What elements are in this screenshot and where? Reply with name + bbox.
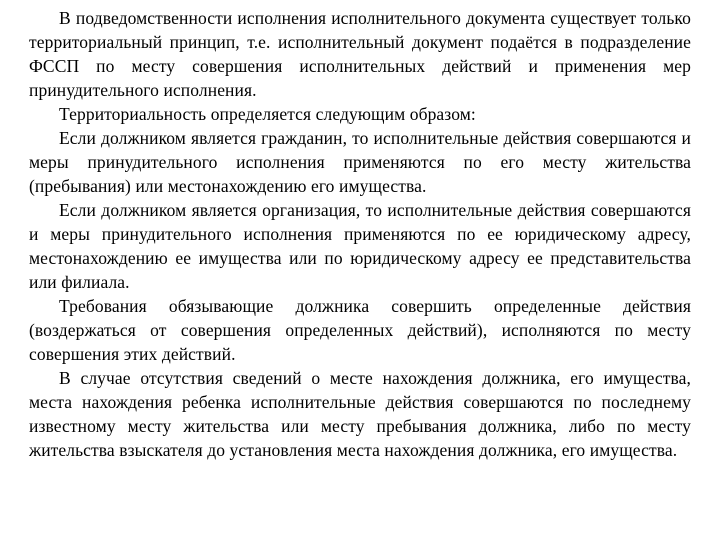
paragraph-debtor-organization: Если должником является организация, то исполнительные действия совершаются и меры принудительного исполнения применяются по ее юридическому адресу, местонахождению ее имущества или по юридическому адресу ее представительства или филиала.: [29, 200, 691, 292]
paragraph-territoriality-intro: Территориальность определяется следующим образом:: [59, 104, 476, 124]
paragraph-unknown-location: В случае отсутствия сведений о месте нахождения должника, его имущества, места нахождения ребенка исполнительные действия совершаются по последнему известному месту жительства или месту пребывания должника, либо по месту жительства взыскателя до установления места нахождения должника, его имущества.: [29, 368, 691, 460]
paragraph-obligations: Требования обязывающие должника совершить определенные действия (воздержаться от совершения определенных действий), исполняются по месту совершения этих действий.: [29, 296, 691, 364]
paragraph-jurisdiction-principle: В подведомственности исполнения исполнительного документа существует только территориальный принцип, т.е. исполнительный документ подаётся в подразделение ФССП по месту совершения исполнительных действий и применения мер принудительного исполнения.: [29, 8, 691, 100]
text-block: [29, 6, 691, 462]
paragraph-debtor-citizen: Если должником является гражданин, то исполнительные действия совершаются и меры принудительного исполнения применяются по его месту жительства (пребывания) или местонахождению его имущества.: [29, 128, 691, 196]
